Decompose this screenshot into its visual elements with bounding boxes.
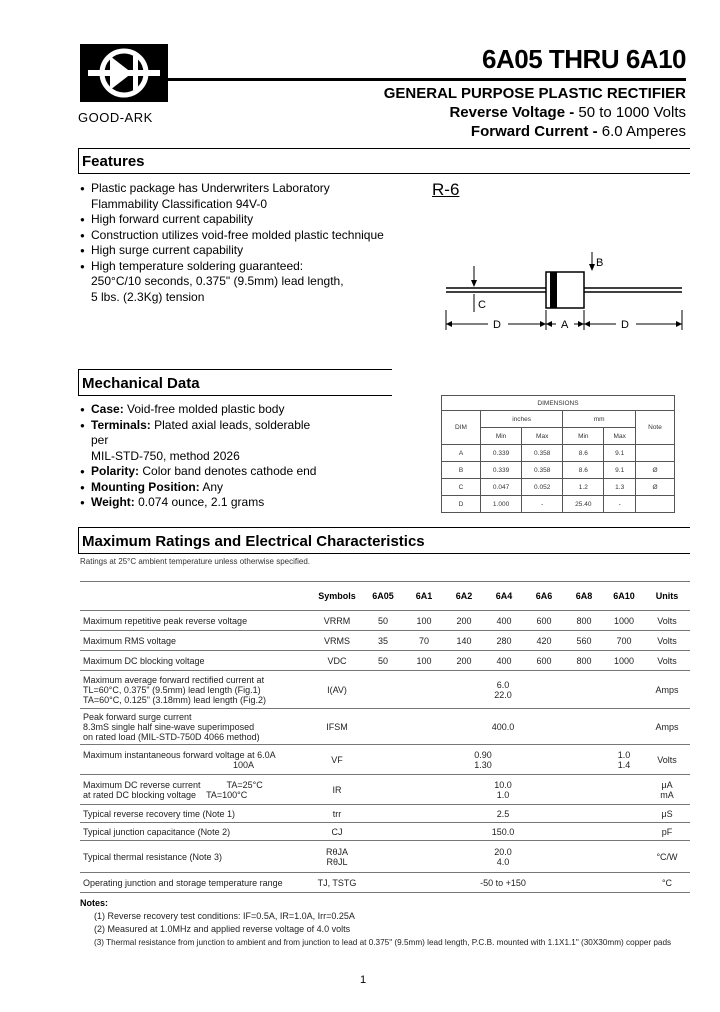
ratings-header-row: Symbols 6A05 6A1 6A2 6A4 6A6 6A8 6A10 Units bbox=[80, 582, 690, 611]
mechanical-top-rule bbox=[78, 369, 392, 370]
package-name: R-6 bbox=[432, 180, 460, 199]
mechanical-left-rule bbox=[78, 369, 79, 396]
dim-label-d-right: D bbox=[621, 319, 629, 331]
product-subtitle: GENERAL PURPOSE PLASTIC RECTIFIER bbox=[383, 85, 686, 102]
note-2: (2) Measured at 1.0MHz and applied reverse voltage of 4.0 volts bbox=[94, 924, 351, 934]
features-list bbox=[80, 181, 400, 305]
features-title: Features bbox=[82, 153, 145, 170]
ratings-title: Maximum Ratings and Electrical Characteristics bbox=[82, 533, 425, 550]
dim-row-c: C 0.047 0.052 1.2 1.3 Ø bbox=[442, 479, 675, 496]
feature-item: ● High temperature soldering guaranteed: 250°C/10 seconds, 0.375" (9.5mm) lead length, 5 lbs. (2.3Kg) tension bbox=[80, 259, 400, 306]
part-number-title: 6A05 THRU 6A10 bbox=[482, 44, 686, 74]
ratings-bottom-rule bbox=[78, 553, 690, 554]
mechanical-list bbox=[80, 402, 330, 511]
reverse-voltage-value: 50 to 1000 Volts bbox=[574, 104, 686, 121]
ratings-table bbox=[80, 581, 690, 893]
note-header: Note bbox=[636, 411, 675, 445]
page-number: 1 bbox=[360, 974, 367, 986]
dimensions-table bbox=[441, 395, 675, 513]
mechanical-item: ● Terminals: Plated axial leads, solderable per MIL-STD-750, method 2026 bbox=[80, 418, 330, 465]
table-row: Typical thermal resistance (Note 3) RθJA RθJL 20.0 4.0 °C/W bbox=[80, 841, 690, 873]
table-row: Maximum repetitive peak reverse voltage VRRM 50 100 200 400 600 800 1000 Volts bbox=[80, 611, 690, 631]
table-row: Operating junction and storage temperature range TJ, TSTG -50 to +150 °C bbox=[80, 873, 690, 893]
package-outline-drawing bbox=[438, 248, 688, 334]
mechanical-item: ● Mounting Position: Any bbox=[80, 480, 330, 496]
dim-label-a: A bbox=[561, 319, 569, 331]
table-row: Maximum DC reverse current TA=25°C at rated DC blocking voltage TA=100°C IR 10.0 1.0 μA mA bbox=[80, 775, 690, 805]
dim-label-c: C bbox=[478, 299, 486, 311]
table-row: Typical reverse recovery time (Note 1) trr 2.5 μS bbox=[80, 805, 690, 823]
mm-header: mm bbox=[563, 411, 636, 428]
table-row: Typical junction capacitance (Note 2) CJ 150.0 pF bbox=[80, 823, 690, 841]
dim-row-b: B 0.339 0.358 8.6 9.1 Ø bbox=[442, 462, 675, 479]
ratings-note: Ratings at 25°C ambient temperature unless otherwise specified. bbox=[80, 557, 310, 566]
feature-item: ● Plastic package has Underwriters Laboratory Flammability Classification 94V-0 bbox=[80, 181, 400, 212]
min-header: Min bbox=[563, 428, 604, 445]
max-header: Max bbox=[604, 428, 636, 445]
dim-label-d-left: D bbox=[493, 319, 501, 331]
table-row: Maximum average forward rectified current at TL=60°C, 0.375" (9.5mm) lead length (Fig.1) TA=60°C, 0.125" (3.18mm) lead length (Fig.2) I(AV) 6.0 22.0 Amps bbox=[80, 671, 690, 709]
header-rule bbox=[160, 78, 686, 81]
forward-current-spec bbox=[471, 123, 686, 140]
features-left-rule bbox=[78, 148, 79, 174]
diode-logo-icon bbox=[80, 44, 168, 102]
table-row: Maximum DC blocking voltage VDC 50 100 200 400 600 800 1000 Volts bbox=[80, 651, 690, 671]
forward-current-value: 6.0 Amperes bbox=[597, 123, 686, 140]
mechanical-item: ● Polarity: Color band denotes cathode end bbox=[80, 464, 330, 480]
dim-col-header: DIM bbox=[442, 411, 481, 445]
company-logo bbox=[80, 44, 168, 102]
mechanical-bottom-rule bbox=[78, 395, 392, 396]
dim-row-d: D 1.000 - 25.40 - bbox=[442, 496, 675, 513]
dim-row-a: A 0.339 0.358 8.6 9.1 bbox=[442, 445, 675, 462]
note-3: (3) Thermal resistance from junction to ambient and from junction to lead at 0.375" (9.5mm) lead length, P.C.B. mounted with 1.1X1.1" (30X30mm) copper pads bbox=[94, 938, 672, 947]
mechanical-title: Mechanical Data bbox=[82, 375, 200, 392]
notes-block bbox=[80, 897, 671, 949]
reverse-voltage-label: Reverse Voltage - bbox=[449, 104, 575, 121]
min-header: Min bbox=[481, 428, 522, 445]
mechanical-item: ● Weight: 0.074 ounce, 2.1 grams bbox=[80, 495, 330, 511]
feature-item: ● High forward current capability bbox=[80, 212, 400, 228]
symbols-header: Symbols bbox=[312, 582, 362, 611]
inches-header: inches bbox=[481, 411, 563, 428]
table-row: Peak forward surge current 8.3mS single half sine-wave superimposed on rated load (MIL-STD-750D 4066 method) IFSM 400.0 Amps bbox=[80, 709, 690, 745]
table-row: Maximum RMS voltage VRMS 35 70 140 280 420 560 700 Volts bbox=[80, 631, 690, 651]
feature-item: ● Construction utilizes void-free molded plastic technique bbox=[80, 228, 400, 244]
ratings-left-rule bbox=[78, 527, 79, 554]
logo-text: GOOD-ARK bbox=[78, 110, 153, 125]
features-top-rule bbox=[78, 148, 690, 149]
forward-current-label: Forward Current - bbox=[470, 123, 598, 140]
dimensions-title: DIMENSIONS bbox=[442, 396, 675, 411]
ratings-top-rule bbox=[78, 527, 690, 528]
feature-item: ● High surge current capability bbox=[80, 243, 400, 259]
units-header: Units bbox=[644, 582, 690, 611]
reverse-voltage-spec bbox=[449, 104, 686, 121]
mechanical-item: ● Case: Void-free molded plastic body bbox=[80, 402, 330, 418]
note-1: (1) Reverse recovery test conditions: IF=0.5A, IR=1.0A, Irr=0.25A bbox=[94, 911, 355, 921]
max-header: Max bbox=[522, 428, 563, 445]
dim-label-b: B bbox=[596, 257, 604, 269]
table-row: Maximum instantaneous forward voltage at 6.0A 100A VF 0.90 1.30 1.0 1.4 Volts bbox=[80, 745, 690, 775]
notes-title: Notes: bbox=[80, 898, 109, 908]
features-bottom-rule bbox=[78, 173, 690, 174]
